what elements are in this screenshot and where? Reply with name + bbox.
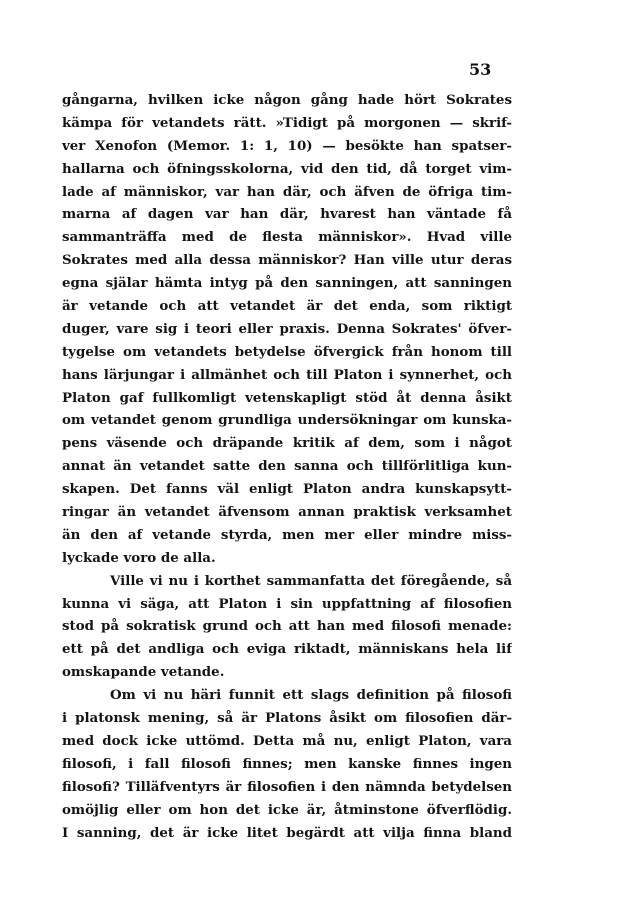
text-line: marna af dagen var han där, hvarest han väntade få bbox=[62, 206, 512, 223]
text-line: filosofi, i fall filosofi finnes; men kanske finnes ingen bbox=[62, 755, 512, 772]
text-line: Sokrates med alla dessa människor? Han ville utur deras bbox=[62, 252, 512, 269]
text-line: ett på det andliga och eviga riktadt, människans hela lif bbox=[62, 641, 512, 658]
text-line: Platon gaf fullkomligt vetenskapligt stöd åt denna åsikt bbox=[62, 389, 512, 406]
text-line: filosofi? Tilläfventyrs är filosofien i den nämnda betydelsen bbox=[62, 778, 512, 795]
text-line: gångarna, hvilken icke någon gång hade hört Sokrates bbox=[62, 92, 512, 108]
text-line: tygelse om vetandets betydelse öfvergick från honom till bbox=[62, 343, 512, 360]
text-line: duger, vare sig i teori eller praxis. Denna Sokrates' öfver- bbox=[62, 320, 512, 337]
text-line: ver Xenofon (Memor. 1: 1, 10) — besökte han spatser- bbox=[62, 137, 512, 154]
page-number: 53 bbox=[469, 60, 492, 79]
text-line: är vetande och att vetandet är det enda, som riktigt bbox=[62, 298, 512, 315]
text-line: pens väsende och dräpande kritik af dem, som i något bbox=[62, 435, 512, 452]
text-line: lade af människor, var han där, och äfven de öfriga tim- bbox=[62, 183, 512, 200]
text-line: Om vi nu häri funnit ett slags definition på filosofi bbox=[110, 687, 512, 704]
text-line: Ville vi nu i korthet sammanfatta det föregående, så bbox=[110, 572, 512, 589]
text-line: skapen. Det fanns väl enligt Platon andra kunskapsytt- bbox=[62, 481, 512, 498]
text-line: kunna vi säga, att Platon i sin uppfattning af filosofien bbox=[62, 595, 512, 612]
text-line: omskapande vetande. bbox=[62, 664, 225, 681]
text-line: stod på sokratisk grund och att han med filosofi menade: bbox=[62, 618, 512, 635]
text-line: lyckade voro de alla. bbox=[62, 549, 216, 566]
text-line: ringar än vetandet äfvensom annan praktisk verksamhet bbox=[62, 504, 512, 521]
text-line: än den af vetande styrda, men mer eller mindre miss- bbox=[62, 526, 512, 543]
text-line: annat än vetandet satte den sanna och tillförlitliga kun- bbox=[62, 458, 512, 475]
text-line: hans lärjungar i allmänhet och till Platon i synnerhet, och bbox=[62, 366, 512, 383]
text-line: om vetandet genom grundliga undersökningar om kunska- bbox=[62, 412, 512, 429]
body-text bbox=[62, 89, 512, 844]
text-line: med dock icke uttömd. Detta må nu, enligt Platon, vara bbox=[62, 732, 512, 749]
text-line: i platonsk mening, så är Platons åsikt om filosofien där- bbox=[62, 710, 512, 727]
text-line: kämpa för vetandets rätt. »Tidigt på morgonen — skrif- bbox=[62, 114, 512, 131]
text-line: sammanträffa med de flesta människor». Hvad ville bbox=[62, 229, 512, 246]
text-line: I sanning, det är icke litet begärdt att vilja finna bland bbox=[62, 824, 512, 841]
text-line: egna själar hämta intyg på den sanningen, att sanningen bbox=[62, 275, 512, 292]
text-line: omöjlig eller om hon det icke är, åtminstone öfverflödig. bbox=[62, 801, 512, 818]
text-line: hallarna och öfningsskolorna, vid den tid, då torget vim- bbox=[62, 160, 512, 177]
